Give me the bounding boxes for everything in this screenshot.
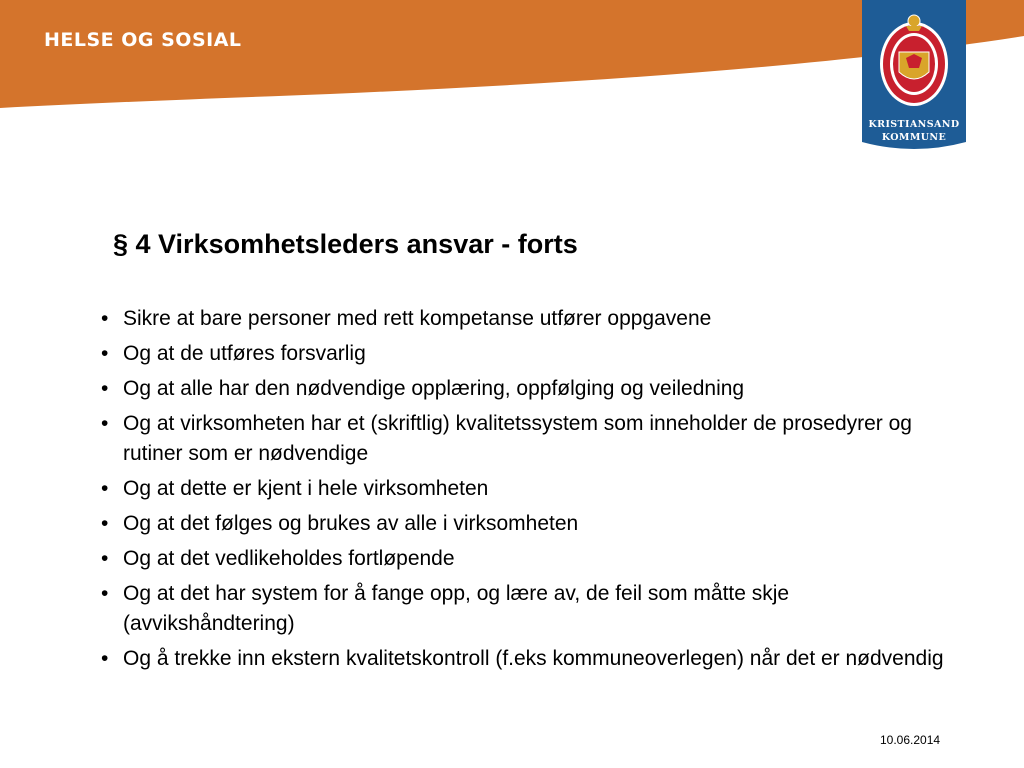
- bullet-item: • Og at det vedlikeholdes fortløpende: [99, 544, 959, 574]
- bullet-item: • Og at alle har den nødvendige opplæring, oppfølging og veiledning: [99, 374, 959, 404]
- bullet-item: • Sikre at bare personer med rett kompetanse utfører oppgavene: [99, 304, 959, 334]
- bullet-item: • Og å trekke inn ekstern kvalitetskontroll (f.eks kommuneoverlegen) når det er nødvendig: [99, 644, 959, 674]
- bullet-item: • Og at de utføres forsvarlig: [99, 339, 959, 369]
- bullet-item: • Og at det har system for å fange opp, og lære av, de feil som måtte skje (avvikshåndtering): [99, 579, 959, 639]
- logo-text-line1: KRISTIANSAND: [868, 119, 960, 130]
- slide-date: 10.06.2014: [880, 733, 941, 747]
- bullet-list: [99, 304, 959, 679]
- bullet-item: • Og at det følges og brukes av alle i virksomheten: [99, 509, 959, 539]
- department-title: HELSE OG SOSIAL: [44, 29, 242, 51]
- bullet-item: • Og at dette er kjent i hele virksomheten: [99, 474, 959, 504]
- bullet-item: • Og at virksomheten har et (skriftlig) kvalitetssystem som inneholder de prosedyrer og rutiner som er nødvendige: [99, 409, 959, 469]
- logo-text-line2: KOMMUNE: [881, 132, 947, 143]
- slide-title: § 4 Virksomhetsleders ansvar - forts: [113, 229, 578, 259]
